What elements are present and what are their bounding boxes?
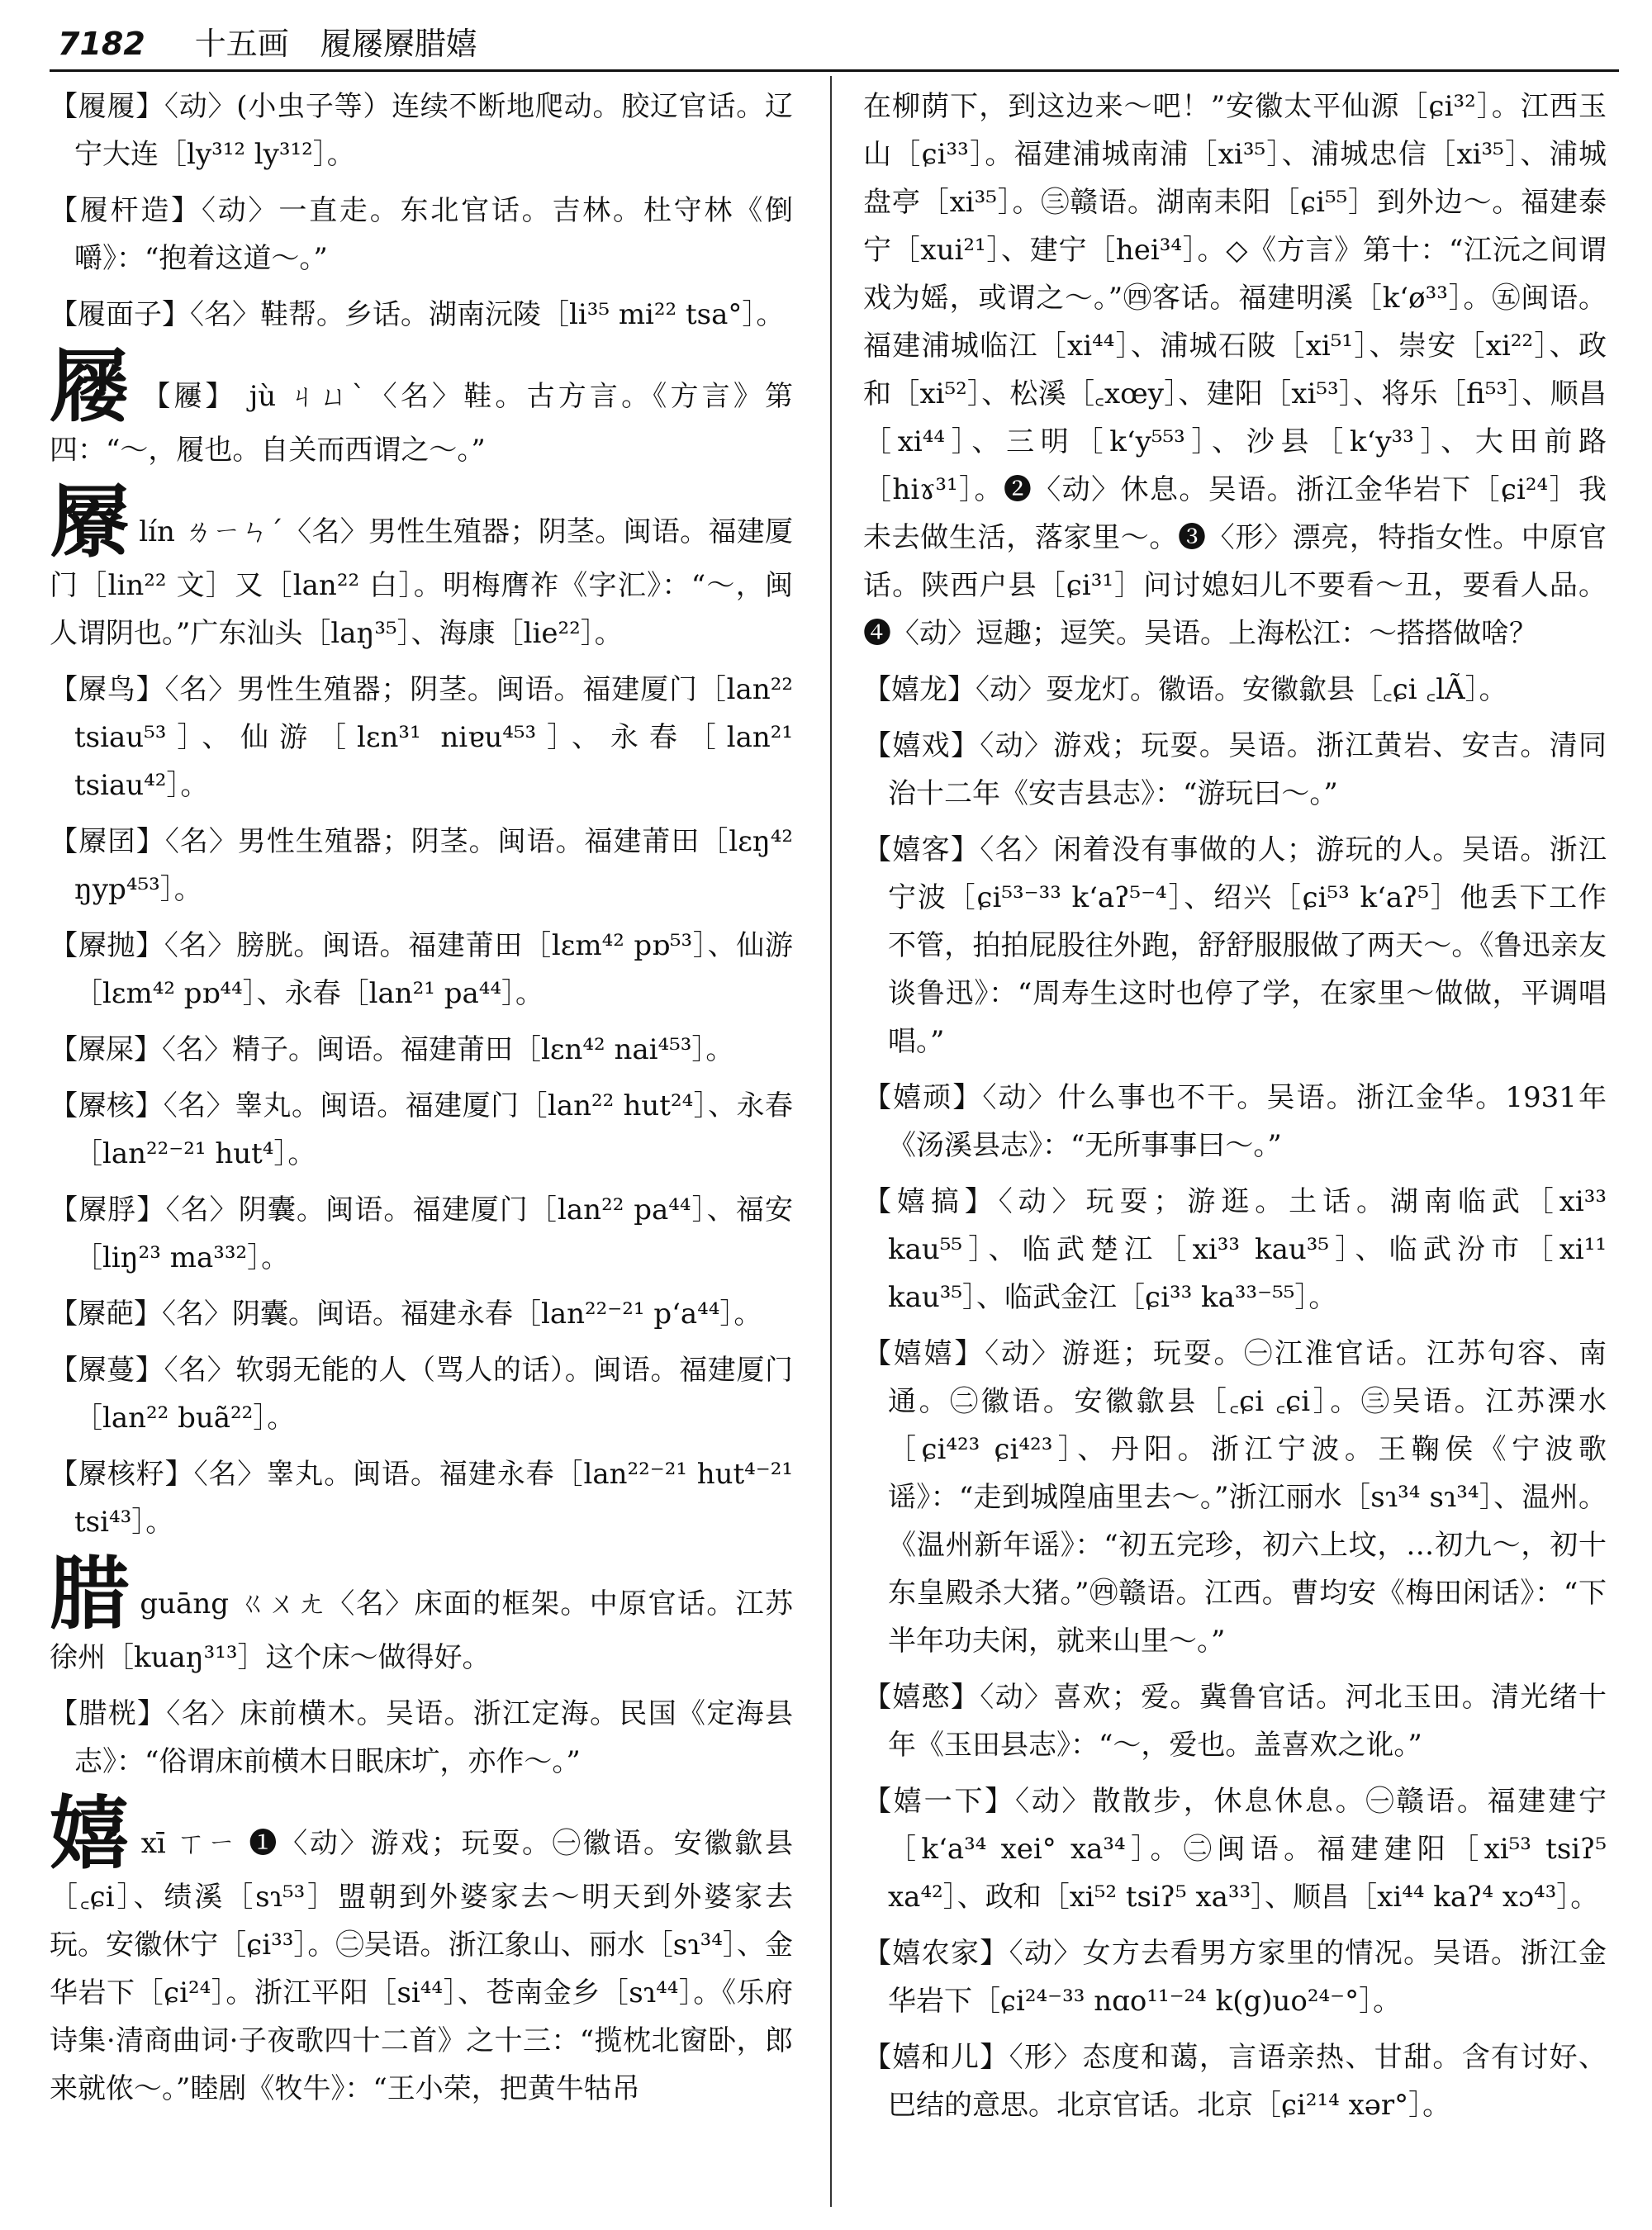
headword-char: 屦 [50,339,133,433]
continued-entry: 在柳荫下，到这边来～吧！”安徽太平仙源［ɕi³²］。江西玉山［ɕi³³］。福建浦城南浦［xi³⁵］、浦城忠信［xi³⁵］、浦城盘亭［xi³⁵］。㊂赣语。湖南耒阳［ɕi⁵⁵］到外边～。福建泰宁［xui²¹］、建宁［hei³⁴］。◇《方言》第十：“江沅之间谓戏为媱，或谓之～。”㊃客话。福建明溪［k‘ø³³］。㊄闽语。福建浦城临江［xi⁴⁴］、浦城石陂［xi⁵¹］、崇安［xi²²］、政和［xi⁵²］、松溪［꜀xœy］、建阳［xi⁵³］、将乐［fi⁵³］、顺昌［xi⁴⁴］、三明［k‘y⁵⁵³］、沙县［k‘y³³］、大田前路［hiɤ³¹］。❷〈动〉休息。吴语。浙江金华岩下［ɕi²⁴］我未去做生活，落家里～。❸〈形〉漂亮，特指女性。中原官话。陕西户县［ɕi³¹］问讨媳妇儿不要看～丑，要看人品。❹〈动〉逗趣；逗笑。吴语。上海松江：～搭搭做啥？ [863,90,1607,650]
page-number: 7182 [58,26,145,62]
sub-entry: 【嬉戏】〈动〉游戏；玩耍。吴语。浙江黄岩、安吉。清同治十二年《安吉县志》：“游玩曰～。” [863,729,1607,810]
sub-entry: 【嬉搞】〈动〉玩耍；游逛。土话。湖南临武［xi³³ kau⁵⁵］、临武楚江［xi³³ kau³⁵］、临武汾市［xi¹¹ kau³⁵］、临武金江［ɕi³³ ka³³⁻⁵⁵］。 [863,1185,1607,1314]
sub-entry: 【屪屎】〈名〉精子。闽语。福建莆田［lɛn⁴² nai⁴⁵³］。 [50,1033,734,1066]
sub-entry: 【嬉嬉】〈动〉游逛；玩耍。㊀江淮官话。江苏句容、南通。㊁徽语。安徽歙县［꜀ɕi ꜀ɕi］。㊂吴语。江苏溧水［ɕi⁴²³ ɕi⁴²³］、丹阳。浙江宁波。王鞠侯《宁波歌谣》：“走到城隍庙里去～。”浙江丽水［sɿ³⁴ sɿ³⁴］、温州。《温州新年谣》：“初五完珍，初六上坟，…初九～，初十东皇殿杀大猪。”㊃赣语。江西。曹均安《梅田闲话》：“下半年功夫闲，就来山里～。” [863,1337,1607,1658]
column-divider [830,76,832,2207]
entry-text: lín ㄌㄧㄣˊ〈名〉男性生殖器；阴茎。闽语。福建厦门［lin²² 文］又［lan²² 白］。明梅膺祚《字汇》：“～，闽人谓阴也。”广东汕头［laŋ³⁵］、海康［lie²²］。 [50,515,793,650]
left-column [50,83,793,2205]
sub-entry: 【嬉憨】〈动〉喜欢；爱。冀鲁官话。河北玉田。清光绪十年《玉田县志》：“～，爱也。盖喜欢之讹。” [863,1681,1607,1762]
sub-entry: 【嬉农家】〈动〉女方去看男方家里的情况。吴语。浙江金华岩下［ɕi²⁴⁻³³ nɑo¹¹⁻²⁴ k(g)uo²⁴⁻°］。 [863,1937,1607,2018]
sub-entry: 【腊桄】〈名〉床前横木。吴语。浙江定海。民国《定海县志》：“俗谓床前横木日眠床圹，亦作～。” [50,1697,793,1778]
entry-text: guāng ㄍㄨㄤ〈名〉床面的框架。中原官话。江苏徐州［kuaŋ³¹³］这个床～做得好。 [50,1587,793,1674]
sub-entry: 【嬉客】〈名〉闲着没有事做的人；游玩的人。吴语。浙江宁波［ɕi⁵³⁻³³ k‘aʔ⁵⁻⁴］、绍兴［ɕi⁵³ k‘aʔ⁵］他丢下工作不管，拍拍屁股往外跑，舒舒服服做了两天～。《鲁迅亲友谈鲁迅》：“周寿生这时也停了学，在家里～做做，平调唱唱。” [863,833,1607,1058]
sub-entry: 【嬉龙】〈动〉耍龙灯。徽语。安徽歙县［꜀ɕi ꜀lÃ］。 [863,673,1507,706]
headword-entry [50,1786,793,2113]
headword-char: 屪 [50,475,130,568]
headword-char: 嬉 [50,1786,131,1880]
sub-entry: 【嬉顽】〈动〉什么事也不干。吴语。浙江金华。1931年《汤溪县志》：“无所事事曰～。” [863,1081,1607,1162]
sub-entry: 【屪核】〈名〉睾丸。闽语。福建厦门［lan²² hut²⁴］、永春［lan²²⁻²¹ hut⁴］。 [50,1089,793,1170]
headword-char: 腊 [50,1547,131,1640]
sub-entry: 【嬉一下】〈动〉散散步，休息休息。㊀赣语。福建建宁［k‘a³⁴ xei° xa³⁴］。㊁闽语。福建建阳［xi⁵³ tsiʔ⁵ xa⁴²］、政和［xi⁵² tsiʔ⁵ xa³³］、顺昌［xi⁴⁴ kaʔ⁴ xɔ⁴³］。 [863,1785,1607,1914]
page-header [58,18,1627,68]
entry-text: 【屨】 jù ㄐㄩˋ〈名〉鞋。古方言。《方言》第四：“～，履也。自关而西谓之～。” [50,380,793,467]
sub-entry: 【屪核籽】〈名〉睾丸。闽语。福建永春［lan²²⁻²¹ hut⁴⁻²¹ tsi⁴³］。 [50,1458,793,1539]
sub-entry: 【屪囝】〈名〉男性生殖器；阴茎。闽语。福建莆田［lɛŋ⁴² ŋyp⁴⁵³］。 [50,825,793,906]
headword-entry [50,339,793,474]
sub-entry: 【屪脬】〈名〉阴囊。闽语。福建厦门［lan²² pa⁴⁴］、福安［liŋ²³ ma³³²］。 [50,1193,793,1274]
sub-entry: 【履杆造】〈动〉一直走。东北官话。吉林。杜守林《倒嚼》：“抱着这道～。” [50,194,793,275]
header-rule [50,69,1619,72]
sub-entry: 【屪蔓】〈名〉软弱无能的人（骂人的话）。闽语。福建厦门［lan²² buã²²］。 [50,1354,793,1435]
sub-entry: 【屪葩】〈名〉阴囊。闽语。福建永春［lan²²⁻²¹ p‘a⁴⁴］。 [50,1298,762,1331]
headword-entry [50,1547,793,1682]
sub-entry: 【履履】〈动〉(小虫子等）连续不断地爬动。胶辽官话。辽宁大连［ly³¹² ly³¹²］。 [50,90,793,171]
sub-entry: 【嬉和儿】〈形〉态度和蔼，言语亲热、甘甜。含有讨好、巴结的意思。北京官话。北京［ɕi²¹⁴ xər°］。 [863,2041,1607,2122]
entry-text: xī ㄒㄧ ❶〈动〉游戏；玩耍。㊀徽语。安徽歙县［꜀ɕi］、绩溪［sɿ⁵³］盟朝到外婆家去～明天到外婆家去玩。安徽休宁［ɕi³³］。㊁吴语。浙江象山、丽水［sɿ³⁴］、金华岩下［ɕi²⁴］。浙江平阳［si⁴⁴］、苍南金乡［sɿ⁴⁴］。《乐府诗集·清商曲词·子夜歌四十二首》之十三：“揽枕北窗卧，郎来就侬～。”睦剧《牧牛》：“王小荣，把黄牛牯吊 [50,1827,793,2105]
sub-entry: 【屪鸟】〈名〉男性生殖器；阴茎。闽语。福建厦门［lan²² tsiau⁵³］、仙游［lɛn³¹ niɐu⁴⁵³］、永春［lan²¹ tsiau⁴²］。 [50,673,793,802]
right-column [863,83,1607,2205]
headword-entry [50,475,793,657]
page-title: 十五画 履屦屪腊嬉 [194,26,477,62]
sub-entry: 【屪抛】〈名〉膀胱。闽语。福建莆田［lɛm⁴² pɒ⁵³］、仙游［lɛm⁴² pɒ⁴⁴］、永春［lan²¹ pa⁴⁴］。 [50,929,793,1010]
sub-entry: 【履面子】〈名〉鞋帮。乡话。湖南沅陵［li³⁵ mi²² tsa°］。 [50,298,785,331]
